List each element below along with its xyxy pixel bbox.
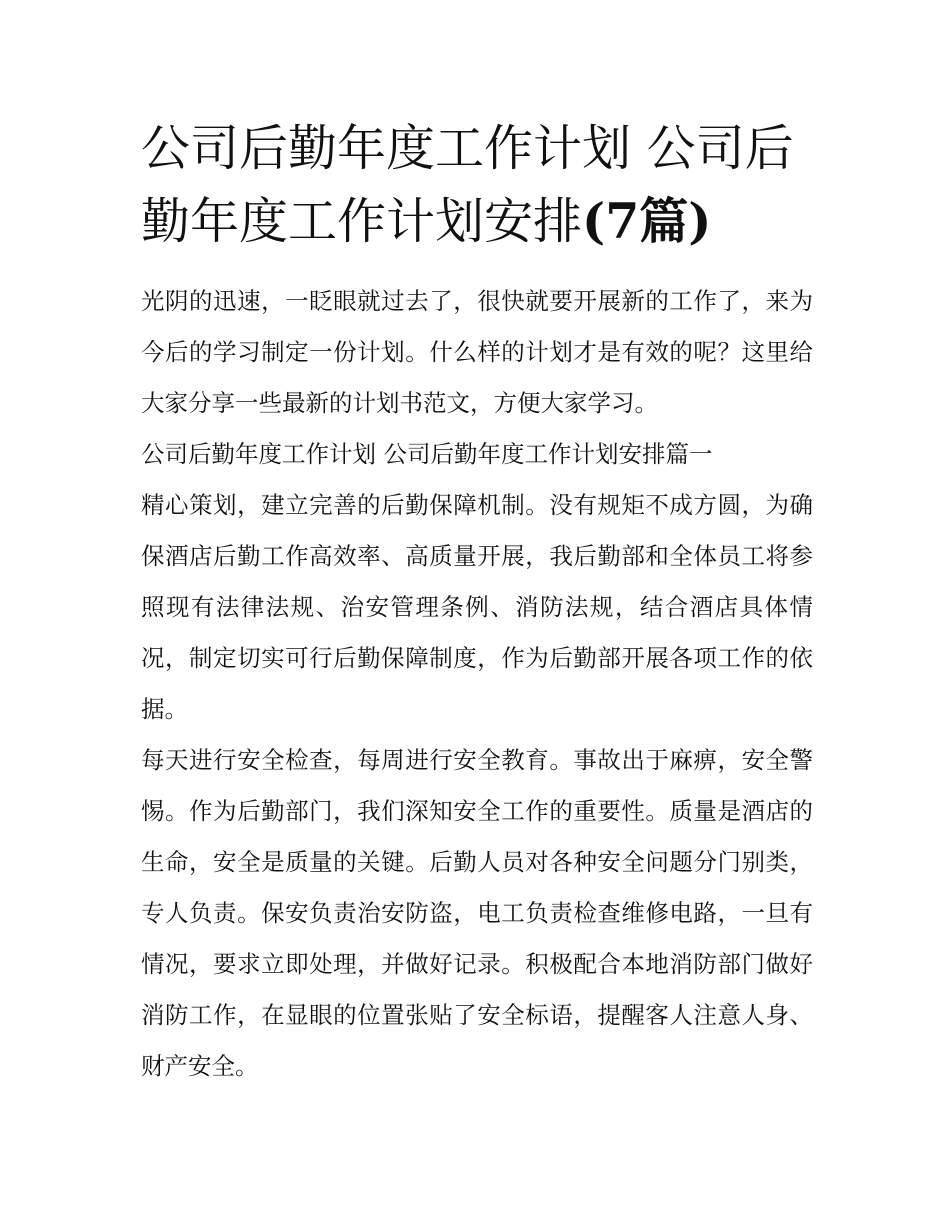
title-suffix: (7篇) xyxy=(582,192,712,250)
section-heading: 公司后勤年度工作计划 公司后勤年度工作计划安排篇一 xyxy=(141,440,713,468)
body-paragraph: 精心策划，建立完善的后勤保障机制。没有规矩不成方圆，为确保酒店后勤工作高效率、高质量开展，我后勤部和全体员工将参照现有法律法规、治安管理条例、消防法规，结合酒店具体情况，制定切实可行后勤保障制度，作为后勤部开展各项工作的依据。 xyxy=(141,491,813,723)
document-title xyxy=(141,112,813,258)
document-page xyxy=(141,112,813,1092)
title-main: 公司后勤年度工作计划 公司后勤年度工作计划安排 xyxy=(141,120,794,250)
intro-paragraph: 光阴的迅速，一眨眼就过去了，很快就要开展新的工作了，来为今后的学习制定一份计划。什么样的计划才是有效的呢？这里给大家分享一些最新的计划书范文，方便大家学习。 xyxy=(141,287,813,417)
body-paragraph: 每天进行安全检查，每周进行安全教育。事故出于麻痹，安全警惕。作为后勤部门，我们深知安全工作的重要性。质量是酒店的生命，安全是质量的关键。后勤人员对各种安全问题分门别类，专人负责。保安负责治安防盗，电工负责检查维修电路，一旦有情况，要求立即处理，并做好记录。积极配合本地消防部门做好消防工作，在显眼的位置张贴了安全标语，提醒客人注意人身、财产安全。 xyxy=(141,746,813,1080)
